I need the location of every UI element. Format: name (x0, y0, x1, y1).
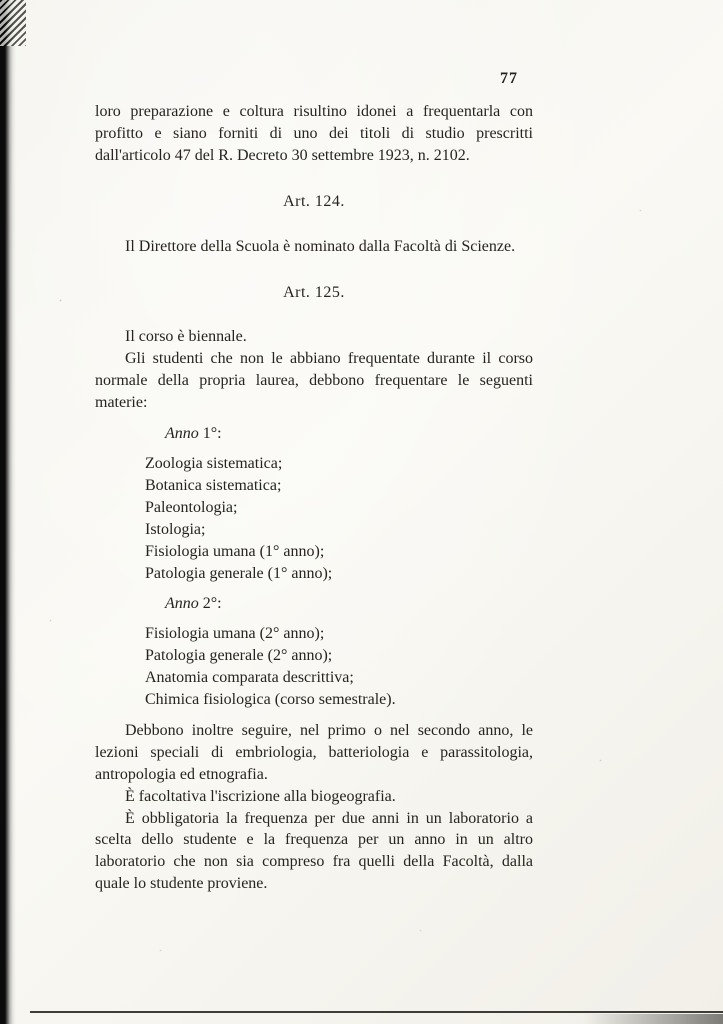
scan-corner-artifact (0, 0, 26, 46)
subject-item: Istologia; (145, 520, 206, 538)
article-124-body: Il Direttore della Scuola è nominato dalla Facoltà di Scienze. (125, 237, 516, 255)
paragraph-course-duration: Il corso è biennale. (125, 328, 247, 346)
text-block (95, 101, 533, 895)
subject-item: Fisiologia umana (1° anno); (145, 542, 325, 560)
paragraph-laboratory-attendance: È obbligatoria la frequenza per due anni in un laboratorio a scelta dello studente e la frequenza per un anno in un altro laboratorio che non sia compreso fra quelli della Facoltà, dalla quale lo studente proviene. (95, 809, 533, 893)
paragraph-students-requirement: Gli studenti che non le abbiano frequentate durante il corso normale della propria laurea, debbono frequentare le seguenti materie: (95, 350, 533, 412)
subject-item: Zoologia sistematica; (145, 454, 283, 472)
subject-item: Botanica sistematica; (145, 476, 282, 494)
article-124-heading: Art. 124. (283, 192, 345, 210)
scan-bottom-smudge (583, 1014, 723, 1024)
article-125-heading: Art. 125. (283, 283, 345, 301)
anno-2-heading (165, 593, 533, 615)
subject-item: Paleontologia; (145, 498, 238, 516)
spacer (95, 711, 533, 720)
subject-item: Patologia generale (1° anno); (145, 564, 333, 582)
paragraph-intro-continuation: loro preparazione e coltura risultino idonei a frequentarla con profitto e siano forniti di uno dei titoli di studio prescritti dall'articolo 47 del R. Decreto 30 settembre 1923, n. 2102. (95, 103, 533, 164)
anno-1-label: Anno (165, 425, 199, 443)
scan-speckles (0, 0, 1, 1)
subject-item: Fisiologia umana (2° anno); (145, 625, 325, 643)
subject-item: Patologia generale (2° anno); (145, 647, 333, 665)
scan-binding-edge (0, 0, 16, 1024)
anno-1-heading (165, 423, 533, 445)
paragraph-biogeografia: È facoltativa l'iscrizione alla biogeografia. (125, 787, 396, 805)
page-number: 77 (500, 70, 518, 87)
paragraph-special-lessons: Debbono inoltre seguire, nel primo o nel secondo anno, le lezioni speciali di embriologia, batteriologia e parassitologia, antropologia ed etnografia. (95, 721, 533, 783)
subject-item: Chimica fisiologica (corso semestrale). (145, 691, 396, 709)
subject-item: Anatomia comparata descrittiva; (145, 669, 354, 687)
anno-2-label: Anno (165, 595, 199, 613)
scan-bottom-edge-line (30, 1011, 723, 1013)
anno-2-suffix: 2°: (202, 595, 222, 613)
anno-2-subject-list (145, 623, 533, 711)
anno-1-suffix: 1°: (202, 425, 222, 443)
anno-1-subject-list (145, 453, 533, 584)
